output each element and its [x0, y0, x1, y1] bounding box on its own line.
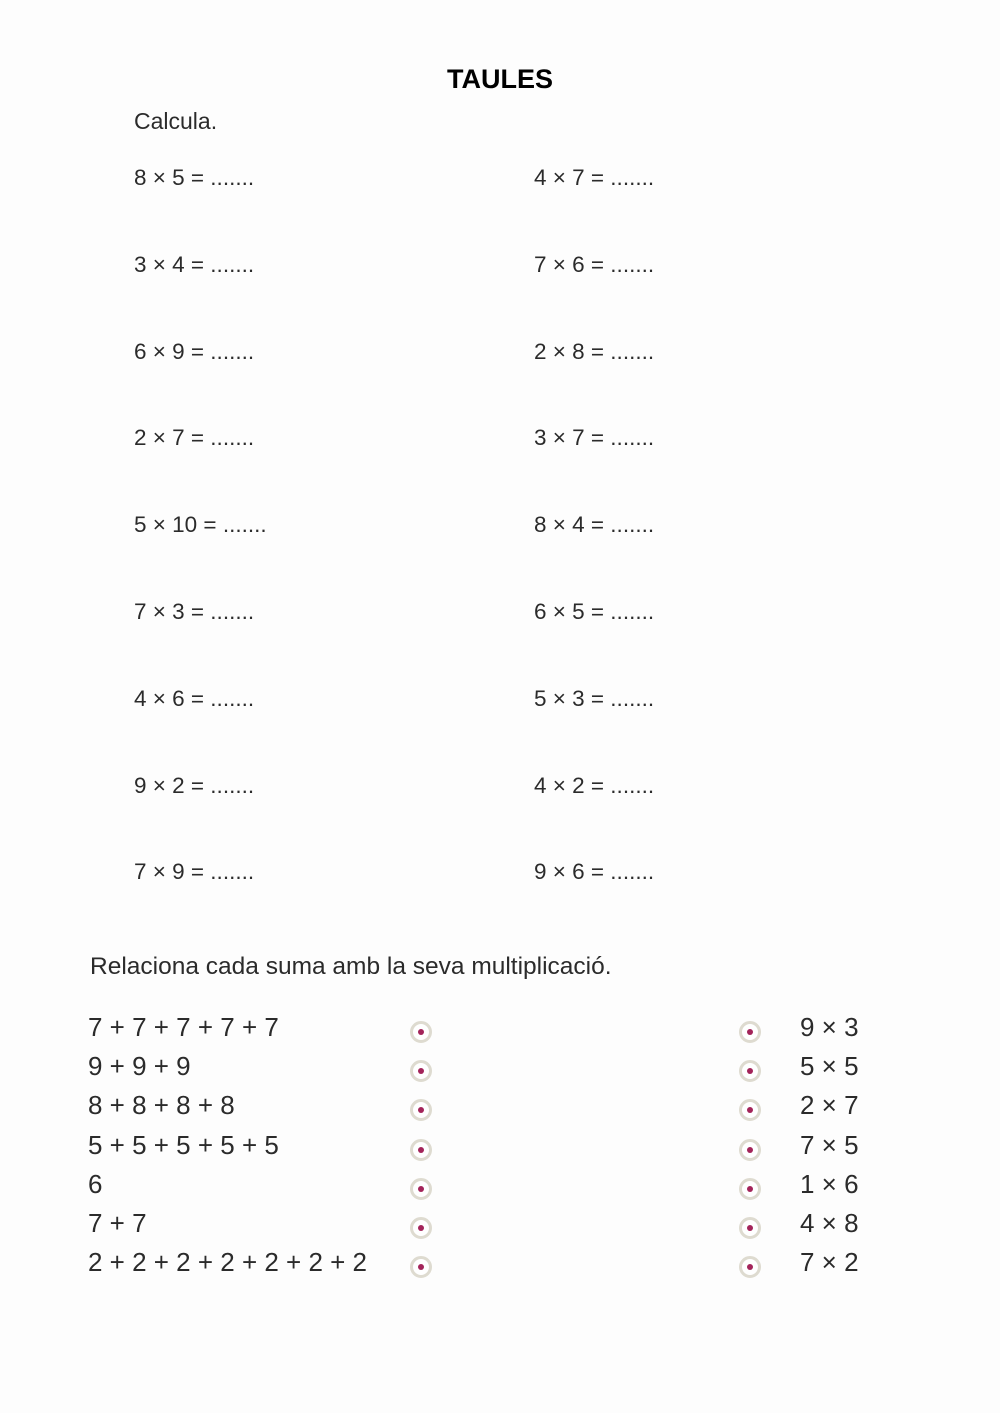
- multiplication-expression: 2 × 7: [800, 1090, 859, 1121]
- calc-problem[interactable]: 3 × 4 = .......: [134, 251, 255, 277]
- calc-problem[interactable]: 7 × 3 = .......: [134, 598, 255, 624]
- calc-problem[interactable]: 4 × 7 = .......: [534, 165, 655, 190]
- match-instruction: Relaciona cada suma amb la seva multiplicació.: [90, 953, 612, 980]
- calc-problem[interactable]: 9 × 6 = .......: [534, 859, 655, 885]
- calc-row: [134, 859, 934, 946]
- match-row: [88, 1090, 938, 1129]
- match-row: [88, 1169, 938, 1208]
- right-connector-dot-icon[interactable]: [739, 1139, 761, 1161]
- left-connector-dot-icon[interactable]: [410, 1099, 432, 1121]
- calc-problem[interactable]: 8 × 4 = .......: [534, 512, 655, 538]
- left-connector-dot-icon[interactable]: [410, 1178, 432, 1200]
- calc-problem[interactable]: 4 × 6 = .......: [134, 685, 255, 711]
- right-connector-dot-icon[interactable]: [739, 1060, 761, 1082]
- calc-problem[interactable]: 3 × 7 = .......: [534, 425, 655, 451]
- sum-expression: 9 + 9 + 9: [88, 1051, 191, 1082]
- calc-problem[interactable]: 5 × 10 = .......: [134, 512, 267, 538]
- sum-expression: 2 + 2 + 2 + 2 + 2 + 2 + 2: [88, 1247, 368, 1278]
- calc-problem[interactable]: 2 × 7 = .......: [134, 425, 255, 451]
- match-row: [88, 1247, 938, 1286]
- calc-row: [134, 425, 934, 512]
- calc-problem[interactable]: 6 × 5 = .......: [534, 598, 655, 624]
- right-connector-dot-icon[interactable]: [739, 1099, 761, 1121]
- left-connector-dot-icon[interactable]: [410, 1217, 432, 1239]
- multiplication-expression: 7 × 2: [800, 1247, 859, 1278]
- calc-problem[interactable]: 5 × 3 = .......: [534, 685, 655, 711]
- sum-expression: 7 + 7: [88, 1207, 147, 1238]
- left-connector-dot-icon[interactable]: [410, 1060, 432, 1082]
- calc-problem[interactable]: 4 × 2 = .......: [534, 772, 655, 798]
- match-row: [88, 1208, 938, 1247]
- calc-problem[interactable]: 6 × 9 = .......: [134, 338, 255, 364]
- calc-problem[interactable]: 7 × 9 = .......: [134, 859, 255, 885]
- right-connector-dot-icon[interactable]: [739, 1217, 761, 1239]
- calc-row: [134, 252, 934, 339]
- calc-exercises: [134, 165, 934, 946]
- left-connector-dot-icon[interactable]: [410, 1139, 432, 1161]
- calc-row: [134, 512, 934, 599]
- sum-expression: 6: [88, 1168, 103, 1199]
- calc-problem[interactable]: 9 × 2 = .......: [134, 772, 255, 798]
- calc-row: [134, 165, 934, 252]
- calc-row: [134, 339, 934, 426]
- calc-problem[interactable]: 8 × 5 = .......: [134, 165, 255, 190]
- match-row: [88, 1012, 938, 1051]
- left-connector-dot-icon[interactable]: [410, 1256, 432, 1278]
- multiplication-expression: 4 × 8: [800, 1207, 859, 1238]
- sum-expression: 8 + 8 + 8 + 8: [88, 1090, 235, 1121]
- right-connector-dot-icon[interactable]: [739, 1021, 761, 1043]
- calc-row: [134, 686, 934, 773]
- left-connector-dot-icon[interactable]: [410, 1021, 432, 1043]
- calc-row: [134, 599, 934, 686]
- calc-problem[interactable]: 2 × 8 = .......: [534, 338, 655, 364]
- multiplication-expression: 9 × 3: [800, 1012, 859, 1042]
- calc-row: [134, 773, 934, 860]
- match-row: [88, 1051, 938, 1090]
- match-exercises: [88, 1012, 938, 1286]
- multiplication-expression: 5 × 5: [800, 1051, 859, 1082]
- page-title: TAULES: [447, 64, 553, 94]
- calc-problem[interactable]: 7 × 6 = .......: [534, 251, 655, 277]
- calc-instruction: Calcula.: [134, 108, 218, 134]
- sum-expression: 5 + 5 + 5 + 5 + 5: [88, 1129, 279, 1160]
- multiplication-expression: 1 × 6: [800, 1168, 859, 1199]
- multiplication-expression: 7 × 5: [800, 1129, 859, 1160]
- right-connector-dot-icon[interactable]: [739, 1256, 761, 1278]
- right-connector-dot-icon[interactable]: [739, 1178, 761, 1200]
- sum-expression: 7 + 7 + 7 + 7 + 7: [88, 1012, 279, 1042]
- match-row: [88, 1130, 938, 1169]
